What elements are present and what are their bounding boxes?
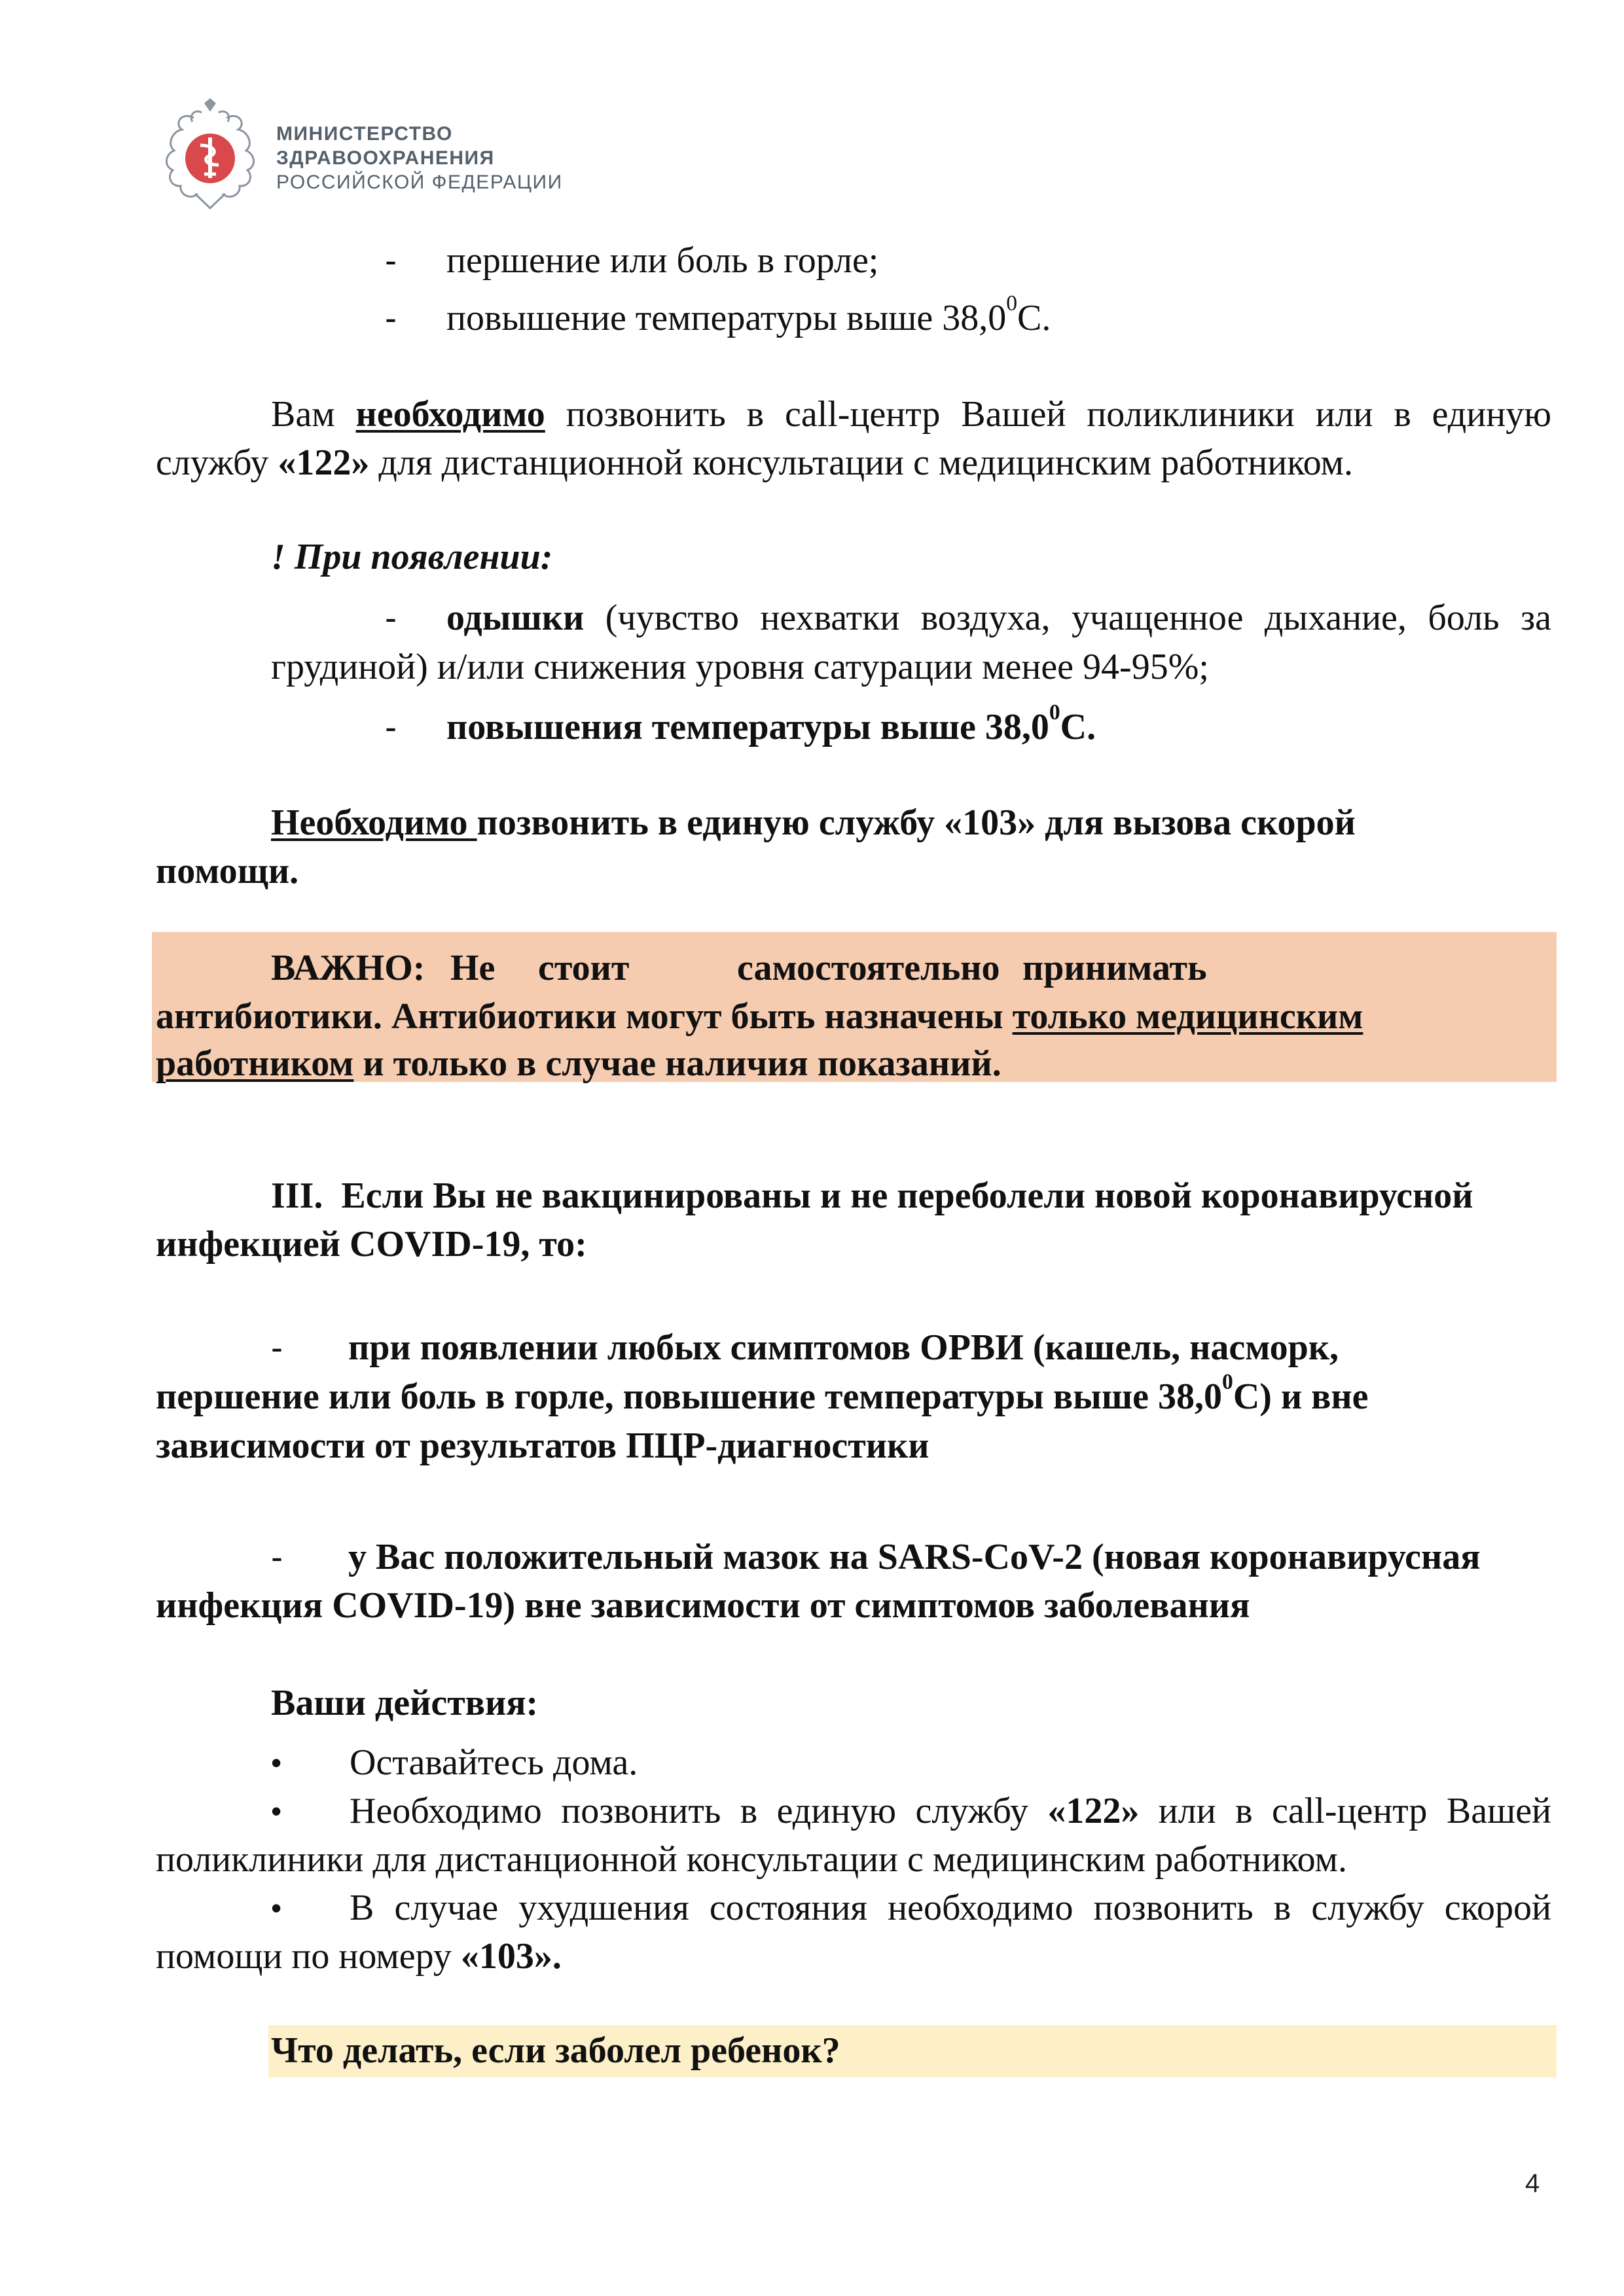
actions-heading: Ваши действия: (271, 1683, 539, 1723)
section-3-heading: III. Если Вы не вакцинированы и не переболели новой коронавирусной (271, 1175, 1473, 1216)
child-illness-heading: Что делать, если заболел ребенок? (271, 2030, 840, 2071)
action-call-103-cont: помощи по номеру «103». (156, 1936, 562, 1977)
emergency-call-line1: Необходимо позвонить в единую службу «103» для вызова скорой (271, 802, 1356, 843)
logo-line-ministry: МИНИСТЕРСТВО (276, 123, 453, 145)
logo-line-health: ЗДРАВООХРАНЕНИЯ (276, 147, 495, 169)
important-antibiotics-notice: ВАЖНО: Не стоит самостоятельно принимать антибиотики. Антибиотики могут быть назначены только медицинским работником и только в случае наличия показаний. (152, 932, 1557, 1082)
emergency-call-line2: помощи. (156, 851, 299, 891)
condition-symptoms-line3: зависимости от результатов ПЦР-диагностики (156, 1426, 929, 1466)
appearance-item-dyspnea-cont: грудиной) и/или снижения уровня сатурации менее 94-95%; (271, 647, 1209, 687)
logo-line-federation: РОССИЙСКОЙ ФЕДЕРАЦИИ (276, 171, 563, 193)
ministry-logo (154, 98, 600, 216)
section-3-heading-cont: инфекцией COVID-19, то: (156, 1224, 587, 1265)
appearance-heading: ! При появлении: (271, 537, 553, 577)
condition-symptoms-line2: першение или боль в горле, повышение температуры выше 38,0$^0$С) и вне (156, 1369, 1369, 1417)
action-call-122-cont: поликлиники для дистанционной консультации с медицинским работником. (156, 1839, 1347, 1880)
ministry-emblem-icon (154, 98, 266, 213)
condition-positive-test-line2: инфекция COVID-19) вне зависимости от симптомов заболевания (156, 1585, 1250, 1626)
important-label: ВАЖНО: (271, 948, 425, 988)
page-number: 4 (1525, 2169, 1540, 2198)
child-illness-heading-box (268, 2025, 1557, 2077)
call-paragraph-line1: Вам необходимо позвонить в call-центр Вашей поликлиники или в единую (271, 394, 1552, 435)
call-paragraph-line2: службу «122» для дистанционной консультации с медицинским работником. (156, 442, 1353, 483)
